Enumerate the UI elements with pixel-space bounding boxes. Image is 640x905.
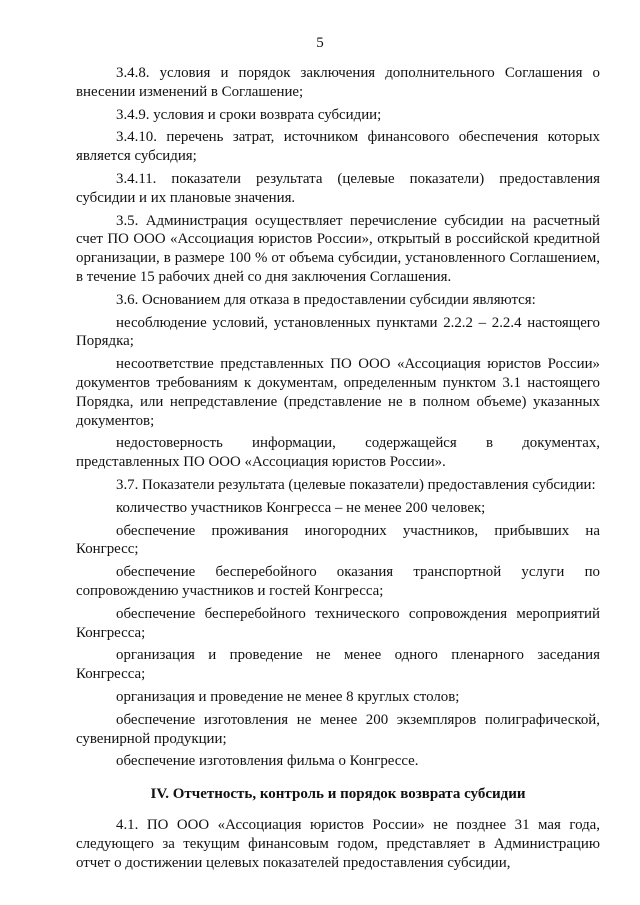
paragraph-3-7: 3.7. Показатели результата (целевые показатели) предоставления субсидии: xyxy=(116,476,596,493)
paragraph-3-5: 3.5. Администрация осуществляет перечисление субсидии на расчетный счет ПО ООО «Ассоциация юристов России», открытый в российской кредитной организации, в размере 100 % от объема субсидии, установленного Соглашением, в течение 15 рабочих дней со дня заключения Соглашения. xyxy=(76,212,600,285)
paragraph-3-6: 3.6. Основанием для отказа в предоставлении субсидии являются: xyxy=(116,291,536,308)
indicator-4: обеспечение бесперебойного технического сопровождения мероприятий Конгресса; xyxy=(76,605,600,641)
indicator-1: количество участников Конгресса – не менее 200 человек; xyxy=(116,499,486,516)
indicator-3: обеспечение бесперебойного оказания транспортной услуги по сопровождению участников и гостей Конгресса; xyxy=(76,564,600,599)
indicator-6: организация и проведение не менее 8 круглых столов; xyxy=(116,688,460,705)
indicator-7: обеспечение изготовления не менее 200 экземпляров полиграфической, сувенирной продукции; xyxy=(76,711,600,747)
paragraph-3-4-11: 3.4.11. показатели результата (целевые показатели) предоставления субсидии и их плановые значения. xyxy=(76,170,600,206)
paragraph-4-1: 4.1. ПО ООО «Ассоциация юристов России» не позднее 31 мая года, следующего за текущим финансовым годом, представляет в Администрацию отчет о достижении целевых показателей предоставления субсидии, xyxy=(76,817,600,871)
paragraph-3-4-8: 3.4.8. условия и порядок заключения дополнительного Соглашения о внесении изменений в Соглашение; xyxy=(76,65,600,100)
document-body xyxy=(76,64,600,872)
section-heading: IV. Отчетность, контроль и порядок возврата субсидии xyxy=(150,786,526,803)
paragraph-3-4-10: 3.4.10. перечень затрат, источником финансового обеспечения которых является субсидия; xyxy=(76,129,600,165)
paragraph-3-4-9: 3.4.9. условия и сроки возврата субсидии; xyxy=(116,106,382,123)
page-number: 5 xyxy=(316,35,324,51)
indicator-8: обеспечение изготовления фильма о Конгрессе. xyxy=(116,753,419,770)
refusal-ground-1: несоблюдение условий, установленных пунктами 2.2.2 – 2.2.4 настоящего Порядка; xyxy=(76,314,600,350)
refusal-ground-2: несоответствие представленных ПО ООО «Ассоциация юристов России» документов требованиям к документам, определенным пунктом 3.1 настоящего Порядка, или непредставление (представление не в полном объеме) указанных документов; xyxy=(76,356,600,429)
indicator-5: организация и проведение не менее одного пленарного заседания Конгресса; xyxy=(76,647,600,683)
refusal-ground-3: недостоверность информации, содержащейся в документах, представленных ПО ООО «Ассоциация юристов России». xyxy=(76,435,600,471)
indicator-2: обеспечение проживания иногородних участников, прибывших на Конгресс; xyxy=(76,522,600,558)
